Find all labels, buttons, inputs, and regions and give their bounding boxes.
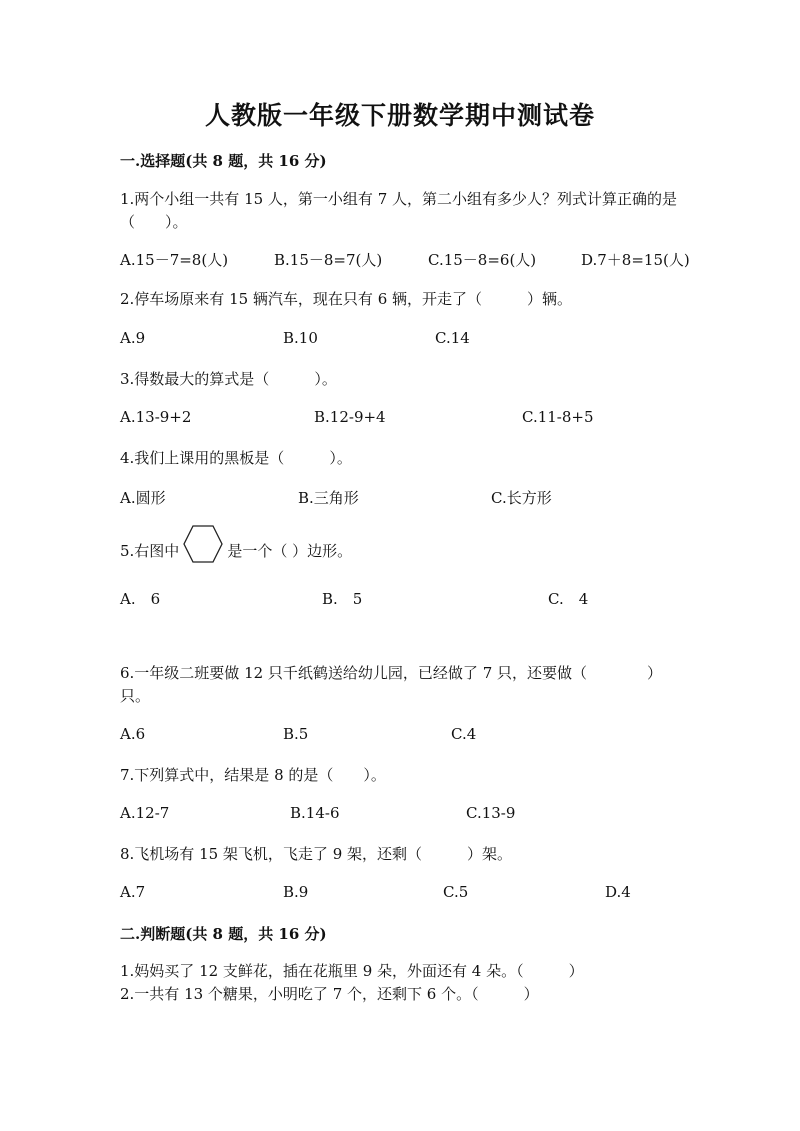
page-title: 人教版一年级下册数学期中测试卷 <box>204 101 595 130</box>
section-heading-choice: 一.选择题(共 8 题，共 16 分) <box>120 152 327 170</box>
q2-option-a: A.9 <box>120 329 146 347</box>
q4-option-a: A.圆形 <box>120 489 166 507</box>
question-5 <box>120 524 690 580</box>
q1-option-c: C.15－8=6(人) <box>428 251 537 269</box>
q7-option-c: C.13-9 <box>466 804 516 822</box>
q8-option-d: D.4 <box>605 883 631 901</box>
q1-option-a: A.15－7=8(人) <box>120 251 229 269</box>
question-8: 8.飞机场有 15 架飞机，飞走了 9 架，还剩（ ）架。 <box>120 845 513 863</box>
q8-option-b: B.9 <box>283 883 309 901</box>
q3-option-a: A.13-9+2 <box>120 408 192 426</box>
q2-option-c: C.14 <box>435 329 470 347</box>
hexagon-icon <box>182 524 224 580</box>
q6-option-c: C.4 <box>451 725 477 743</box>
q6-option-b: B.5 <box>283 725 309 743</box>
q2-option-b: B.10 <box>283 329 318 347</box>
q5-option-c: C. 4 <box>548 590 589 608</box>
question-6: 6.一年级二班要做 12 只千纸鹤送给幼儿园，已经做了 7 只，还要做（ ）只。 <box>120 664 663 705</box>
q5-option-b: B. 5 <box>322 590 363 608</box>
q8-option-c: C.5 <box>443 883 469 901</box>
q5-option-a: A. 6 <box>120 590 161 608</box>
question-1: 1.两个小组一共有 15 人，第一小组有 7 人，第二小组有多少人？列式计算正确的是（ ）。 <box>120 190 678 231</box>
section-heading-judgment: 二.判断题(共 8 题，共 16 分) <box>120 925 327 943</box>
q5-text-after: 是一个（ ）边形。 <box>227 542 353 560</box>
q3-option-c: C.11-8+5 <box>522 408 594 426</box>
q4-option-c: C.长方形 <box>491 489 552 507</box>
q4-option-b: B.三角形 <box>298 489 359 507</box>
q7-option-b: B.14-6 <box>290 804 340 822</box>
q1-option-d: D.7＋8=15(人) <box>581 251 690 269</box>
q7-option-a: A.12-7 <box>120 804 170 822</box>
q3-option-b: B.12-9+4 <box>314 408 386 426</box>
q1-option-b: B.15－8=7(人) <box>274 251 383 269</box>
question-7: 7.下列算式中，结果是 8 的是（ ）。 <box>120 766 386 784</box>
question-3: 3.得数最大的算式是（ ）。 <box>120 370 337 388</box>
q5-text-before: 5.右图中 <box>120 542 180 560</box>
judgment-2: 2.一共有 13 个糖果，小明吃了 7 个，还剩下 6 个。（ ） <box>120 985 539 1003</box>
question-2: 2.停车场原来有 15 辆汽车，现在只有 6 辆，开走了（ ）辆。 <box>120 290 573 308</box>
question-4: 4.我们上课用的黑板是（ ）。 <box>120 449 352 467</box>
judgment-1: 1.妈妈买了 12 支鲜花，插在花瓶里 9 朵，外面还有 4 朵。（ ） <box>120 962 584 980</box>
q6-option-a: A.6 <box>120 725 146 743</box>
q8-option-a: A.7 <box>120 883 146 901</box>
